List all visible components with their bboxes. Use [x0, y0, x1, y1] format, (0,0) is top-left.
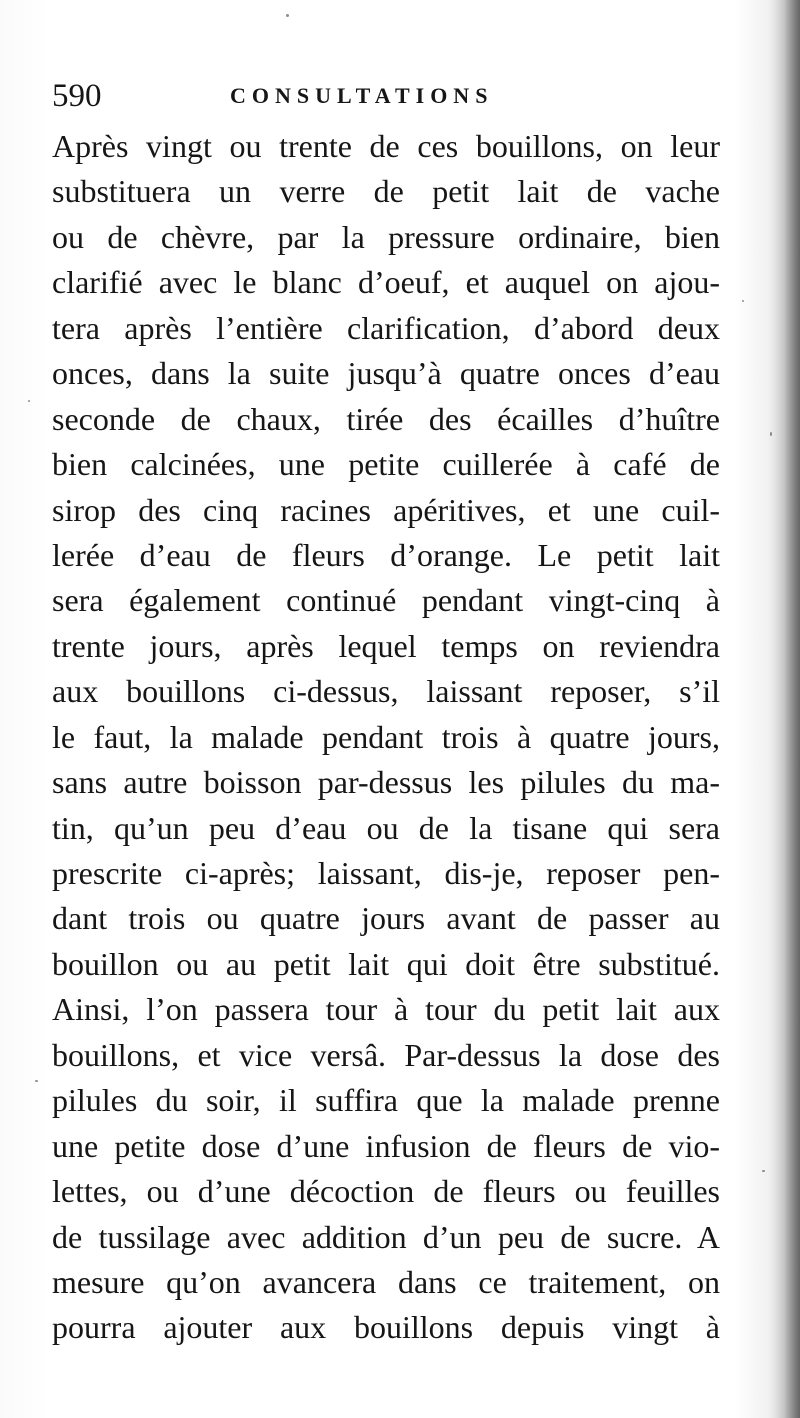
text-line: Après vingt ou trente de ces bouillons, on leur: [52, 128, 720, 164]
page-header: [52, 74, 572, 118]
scan-speck: [35, 1080, 38, 1082]
scan-speck: [742, 300, 744, 302]
text-line: onces, dans la suite jusqu’à quatre onces d’eau: [52, 355, 720, 392]
text-line: ou de chèvre, par la pressure ordinaire, bien: [52, 218, 720, 255]
text-line: substituera un verre de petit lait de vache: [52, 173, 720, 210]
scan-speck: [762, 1170, 765, 1172]
text-line: le faut, la malade pendant trois à quatre jours,: [52, 718, 720, 755]
text-line: bouillon ou au petit lait qui doit être substitué.: [52, 945, 720, 982]
text-line: bien calcinées, une petite cuillerée à café de: [52, 446, 720, 483]
text-line: dant trois ou quatre jours avant de passer au: [52, 900, 720, 937]
page-number: 590: [52, 78, 102, 114]
text-line: lerée d’eau de fleurs d’orange. Le petit lait: [52, 536, 720, 573]
text-line: lettes, ou d’une décoction de fleurs ou feuilles: [52, 1173, 720, 1210]
body-text: [52, 124, 720, 1351]
text-line: clarifié avec le blanc d’oeuf, et auquel on ajou-: [52, 264, 720, 301]
scan-speck: [286, 14, 289, 17]
text-line: bouillons, et vice versâ. Par-dessus la dose des: [52, 1036, 720, 1073]
text-line: mesure qu’on avancera dans ce traitement, on: [52, 1263, 720, 1300]
text-line: sirop des cinq racines apéritives, et une cuil-: [52, 491, 720, 528]
text-line: seconde de chaux, tirée des écailles d’huître: [52, 400, 720, 437]
text-line: sans autre boisson par-dessus les pilules du ma-: [52, 764, 720, 801]
page-binding-shadow: [774, 0, 800, 1418]
text-line: une petite dose d’une infusion de fleurs de vio-: [52, 1127, 720, 1164]
text-line: Ainsi, l’on passera tour à tour du petit lait aux: [52, 991, 720, 1028]
text-line: tin, qu’un peu d’eau ou de la tisane qui sera: [52, 809, 720, 846]
text-line: aux bouillons ci-dessus, laissant reposer, s’il: [52, 673, 720, 710]
text-line: prescrite ci-après; laissant, dis-je, reposer pen-: [52, 855, 720, 891]
scan-speck: [770, 432, 772, 436]
running-head: CONSULTATIONS: [230, 83, 494, 108]
text-line: pourra ajouter aux bouillons depuis vingt à: [52, 1309, 720, 1346]
text-line: pilules du soir, il suffira que la malade prenne: [52, 1082, 720, 1119]
text-line: de tussilage avec addition d’un peu de sucre. A: [52, 1218, 720, 1255]
text-line: tera après l’entière clarification, d’abord deux: [52, 309, 720, 346]
text-line: trente jours, après lequel temps on reviendra: [52, 627, 720, 664]
scan-speck: [28, 400, 30, 402]
text-line: sera également continué pendant vingt-cinq à: [52, 582, 720, 619]
